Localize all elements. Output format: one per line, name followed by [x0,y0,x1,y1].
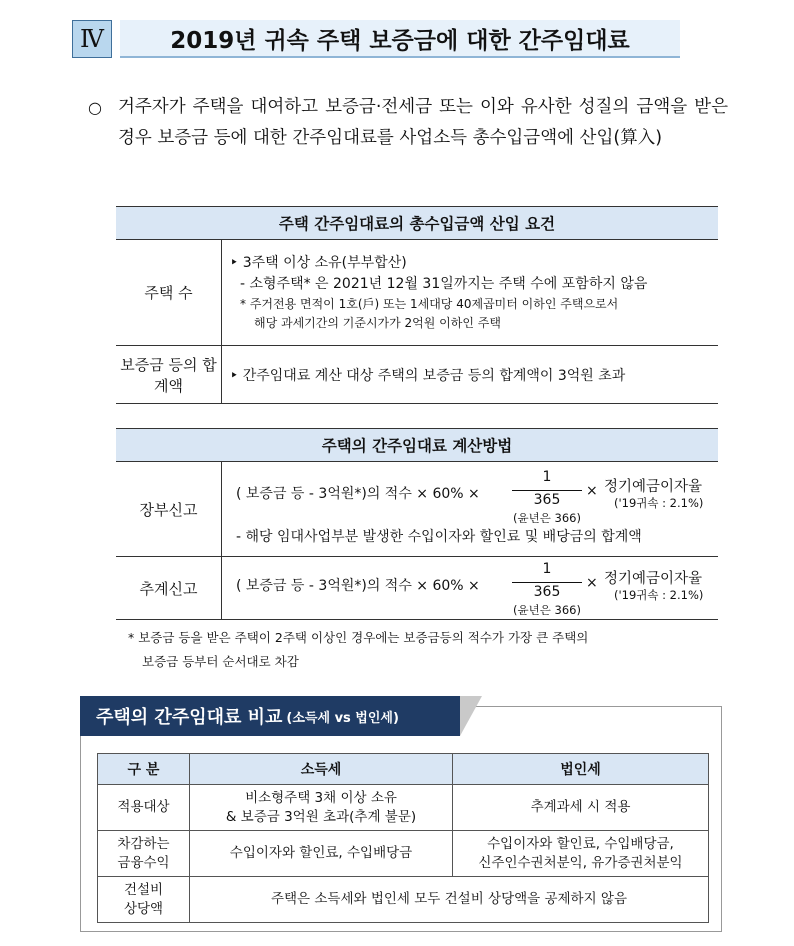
house-count-line1: 3주택 이상 소유(부부합산) [242,254,407,271]
house-count-line2: - 소형주택* 은 2021년 12월 31일까지는 주택 수에 포함하지 않음 [240,275,648,292]
row-label-financial-income: 차감하는 금융수익 [98,831,190,877]
footnote-line1: * 보증금 등을 받은 주택이 2주택 이상인 경우에는 보증금등의 적수가 가장 큰 주택의 [128,630,589,645]
comparison-title-tab-decoration [460,696,482,736]
house-count-content [222,240,719,346]
deposit-total-content [222,346,719,404]
section-title: 2019년 귀속 주택 보증금에 대한 간주임대료 [120,20,680,58]
rate-label: 정기예금이자율 [604,478,703,495]
comparison-title [80,696,460,736]
house-count-note1: * 주거전용 면적이 1호(戶) 또는 1세대당 40제곱미터 이하인 주택으로서 [240,296,619,311]
circle-bullet-icon: ○ [88,98,102,117]
col-header-category: 구 분 [98,754,190,785]
requirements-table [116,206,718,404]
fraction-line [512,490,582,491]
bookkeeping-formula [236,465,718,527]
target-corporate-tax: 추계과세 시 적용 [453,785,709,831]
bookkeeping-extra: - 해당 임대사업부분 발생한 수입이자와 할인료 및 배당금의 합계액 [236,528,642,545]
leap-year-note: (윤년은 366) [513,603,581,617]
rate-label: 정기예금이자율 [604,571,703,587]
rate-note: ('19귀속 : 2.1%) [614,495,704,510]
house-count-note2: 해당 과세기간의 기준시가가 2억원 이하인 주택 [254,315,501,330]
times-sign: × [586,482,598,499]
financial-income-income-tax: 수입이자와 할인료, 수입배당금 [190,831,453,877]
col-header-income-tax: 소득세 [190,754,453,785]
fraction-denominator: 365 [533,584,561,600]
triangle-bullet-icon: ‣ [230,254,239,271]
intro-text: 거주자가 주택을 대여하고 보증금·전세금 또는 이와 유사한 성질의 금액을 받은 경우 보증금 등에 대한 간주임대료를 사업소득 총수입금액에 산입(算入) [118,97,728,148]
comparison-table [97,753,709,923]
fraction-line [512,582,582,583]
triangle-bullet-icon: ‣ [230,367,239,384]
deposit-total-line1: 간주임대료 계산 대상 주택의 보증금 등의 합계액이 3억원 초과 [242,367,626,384]
construction-cost-merged: 주택은 소득세와 법인세 모두 건설비 상당액을 공제하지 않음 [190,877,709,923]
col-header-corporate-tax: 법인세 [453,754,709,785]
row-label-deposit-total: 보증금 등의 합계액 [116,346,222,404]
fraction-numerator: 1 [542,468,552,485]
requirements-table-header: 주택 간주임대료의 총수입금액 산입 요건 [116,207,718,240]
formula-left: ( 보증금 등 - 3억원*)의 적수 × 60% × [236,578,480,594]
row-label-construction-cost: 건설비 상당액 [98,877,190,923]
rate-note: ('19귀속 : 2.1%) [614,588,704,602]
intro-paragraph [88,92,728,154]
row-label-estimation: 추계신고 [116,557,222,620]
row-label-bookkeeping: 장부신고 [116,462,222,557]
formula-left: ( 보증금 등 - 3억원*)의 적수 × 60% × [236,485,480,502]
calculation-table-header: 주택의 간주임대료 계산방법 [116,429,718,462]
comparison-title-text: 주택의 간주임대료 비교 [96,707,283,728]
calculation-table [116,428,718,620]
estimation-formula [236,557,718,619]
footnote [128,626,728,674]
section-number-badge: Ⅳ [72,20,112,58]
times-sign: × [586,575,598,591]
financial-income-corporate-tax: 수입이자와 할인료, 수입배당금, 신주인수권처분익, 유가증권처분익 [453,831,709,877]
row-label-house-count: 주택 수 [116,240,222,346]
target-income-tax: 비소형주택 3채 이상 소유 & 보증금 3억원 초과(추계 불문) [190,785,453,831]
leap-year-note: (윤년은 366) [513,510,581,525]
comparison-subtitle: (소득세 vs 법인세) [286,710,399,726]
fraction-denominator: 365 [533,491,561,508]
footnote-line2: 보증금 등부터 순서대로 차감 [142,654,299,669]
fraction-numerator: 1 [542,561,552,577]
row-label-target: 적용대상 [98,785,190,831]
